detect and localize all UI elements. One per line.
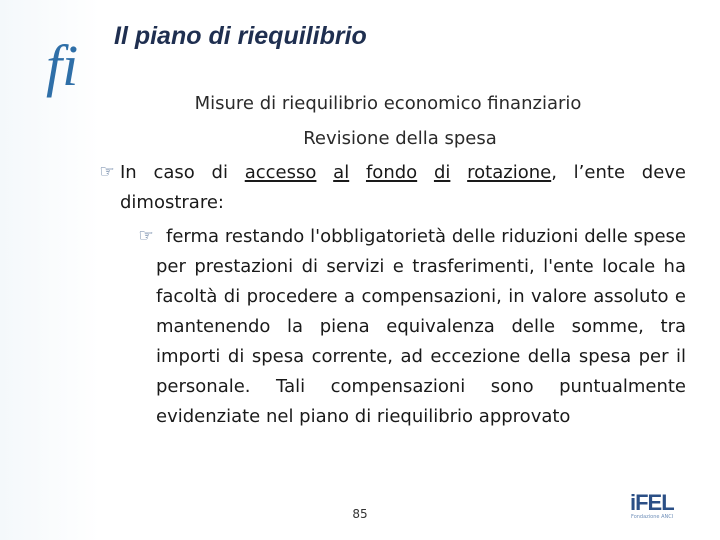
underlined-word: accesso: [244, 162, 317, 183]
subtitle-line-1: Misure di riequilibrio economico finanziario: [194, 93, 582, 114]
pointing-hand-bullet-icon: ☞: [138, 226, 154, 246]
underlined-word: di: [433, 162, 451, 183]
underlined-word: al: [333, 162, 350, 183]
fi-logo-mark: fi: [46, 33, 79, 98]
bullet-item-2: ferma restando l'obbligatorietà delle riduzioni delle spese per prestazioni di servizi e trasferimenti, l'ente locale ha facoltà di procedere a compensazioni, in valore assoluto e mantenendo la piena equivalenza delle somme, tra importi di spesa corrente, ad eccezione della spesa per il personale. Tali compensazioni sono puntualmente evidenziate nel piano di riequilibrio approvato: [156, 226, 686, 427]
subtitle-line-2: Revisione della spesa: [303, 128, 497, 149]
ifel-logo-subtext: Fondazione ANCI: [631, 514, 674, 520]
ifel-logo: [630, 490, 674, 522]
underlined-word: fondo: [365, 162, 418, 183]
pointing-hand-bullet-icon: ☞: [99, 162, 115, 182]
page-title: Il piano di riequilibrio: [114, 22, 367, 50]
page-number: 85: [352, 507, 368, 521]
bullet-1-pre: In caso di: [120, 162, 245, 183]
bullet-1-post: , l’ente deve dimostrare:: [120, 162, 686, 213]
underlined-word: rotazione: [467, 162, 552, 183]
bullet-item-1: [120, 158, 686, 218]
ifel-logo-text: iFEL: [630, 490, 674, 515]
